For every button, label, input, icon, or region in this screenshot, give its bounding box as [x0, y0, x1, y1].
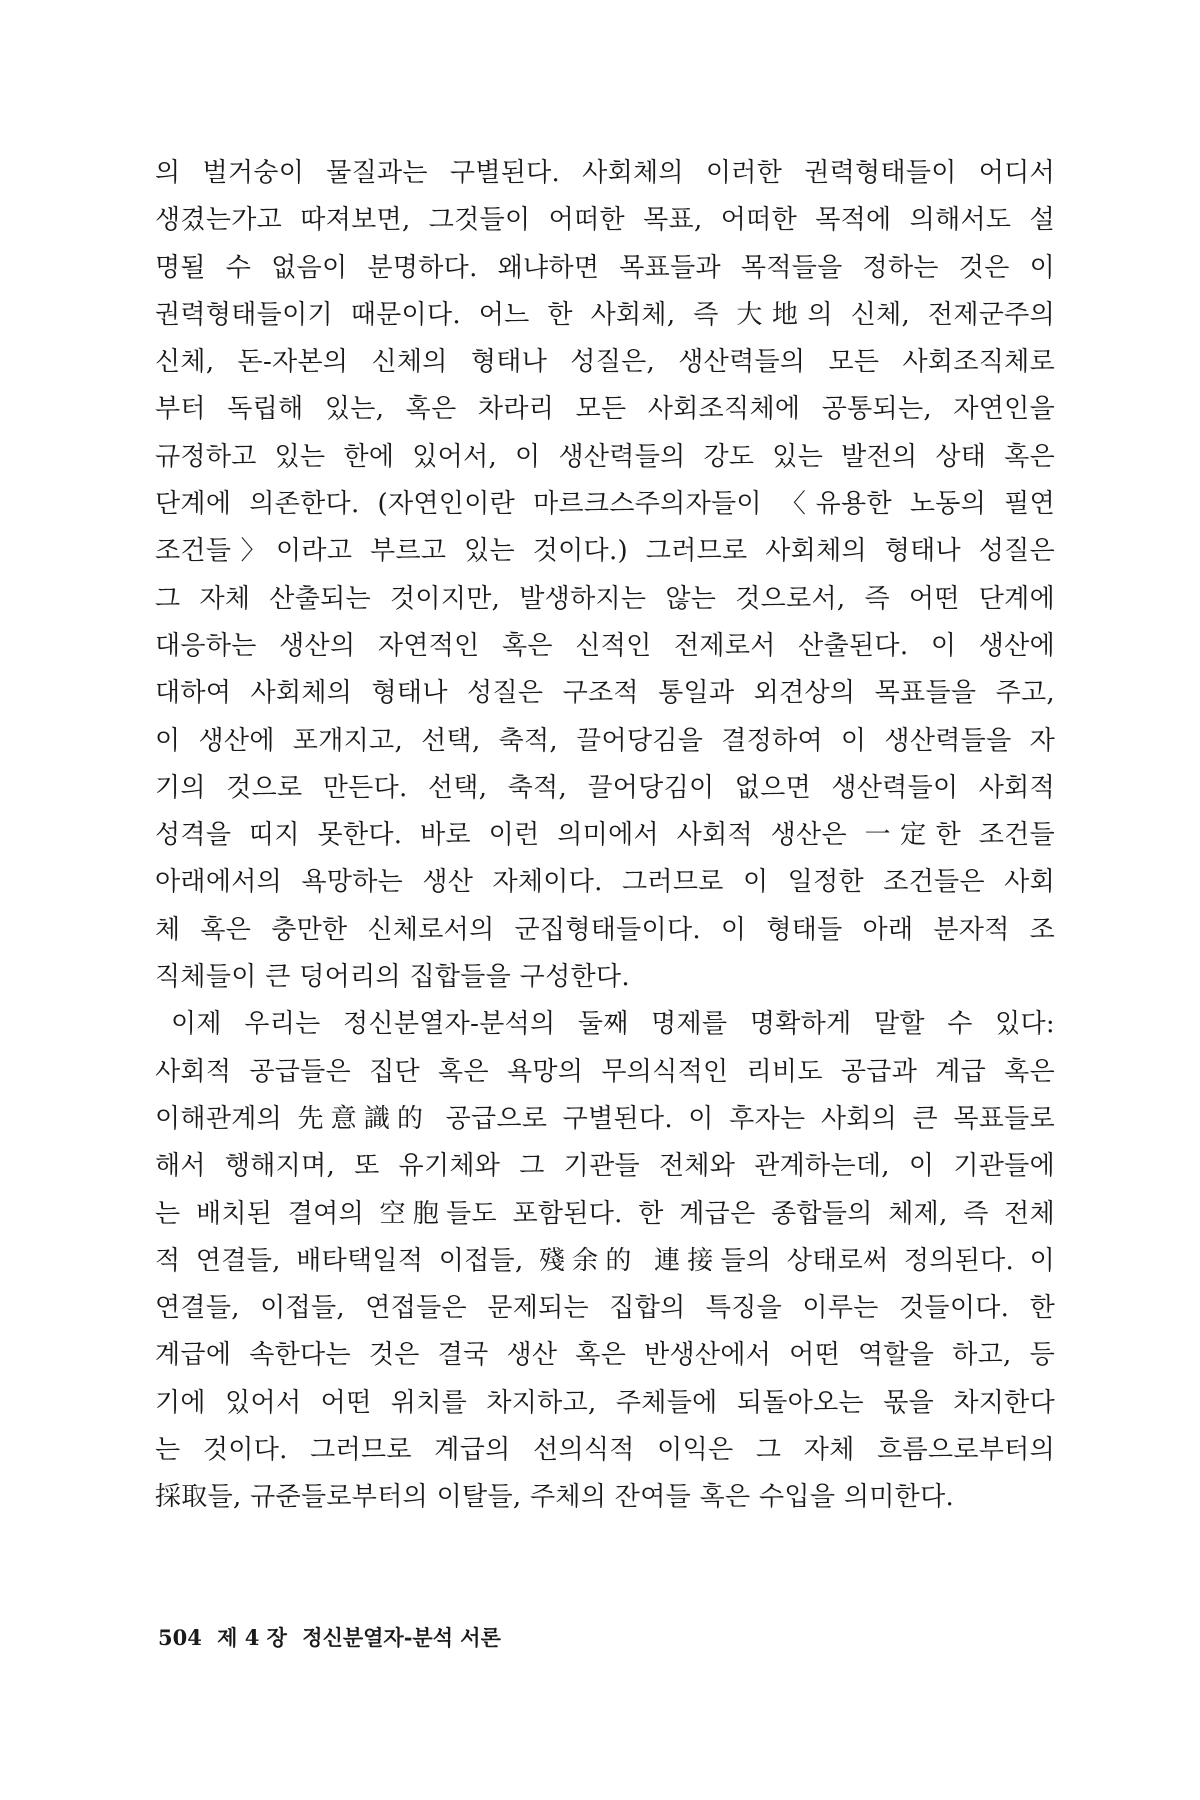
- text-line: 는 것이다. 그러므로 계급의 선의식적 이익은 그 자체 흐름으로부터의: [155, 1435, 1055, 1466]
- text-line: 성격을 띠지 못한다. 바로 이런 의미에서 사회적 생산은 一定한 조건들: [155, 820, 1055, 851]
- text-line: 대응하는 생산의 자연적인 혹은 신적인 전제로서 산출된다. 이 생산에: [155, 630, 1055, 661]
- page-footer: [158, 1622, 501, 1652]
- text-line: 명될 수 없음이 분명하다. 왜냐하면 목표들과 목적들을 정하는 것은 이: [155, 252, 1055, 283]
- text-line: 직체들이 큰 덩어리의 집합들을 구성한다.: [155, 962, 630, 993]
- text-line: 採取들, 규준들로부터의 이탈들, 주체의 잔여들 혹은 수입을 의미한다.: [155, 1482, 955, 1513]
- text-line: 기에 있어서 어떤 위치를 차지하고, 주체들에 되돌아오는 몫을 차지한다: [155, 1387, 1055, 1418]
- text-line: 단계에 의존한다. (자연인이란 마르크스주의자들이 〈유용한 노동의 필연: [155, 489, 1055, 520]
- text-line: 권력형태들이기 때문이다. 어느 한 사회체, 즉 大地의 신체, 전제군주의: [155, 299, 1055, 330]
- text-line: 이제 우리는 정신분열자-분석의 둘째 명제를 명확하게 말할 수 있다:: [171, 1009, 1055, 1040]
- text-line: 연결들, 이접들, 연접들은 문제되는 집합의 특징을 이루는 것들이다. 한: [155, 1293, 1055, 1324]
- chapter-label: 제 4 장: [217, 1625, 287, 1650]
- text-line: 적 연결들, 배타택일적 이접들, 殘余的 連接들의 상태로써 정의된다. 이: [155, 1245, 1055, 1276]
- text-line: 조건들〉이라고 부르고 있는 것이다.) 그러므로 사회체의 형태나 성질은: [155, 536, 1055, 567]
- text-line: 생겼는가고 따져보면, 그것들이 어떠한 목표, 어떠한 목적에 의해서도 설: [155, 205, 1055, 236]
- text-line: 이해관계의 先意識的 공급으로 구별된다. 이 후자는 사회의 큰 목표들로: [155, 1103, 1055, 1134]
- text-line: 이 생산에 포개지고, 선택, 축적, 끌어당김을 결정하여 이 생산력들을 자: [155, 725, 1055, 756]
- text-line: 는 배치된 결여의 空胞들도 포함된다. 한 계급은 종합들의 체제, 즉 전체: [155, 1198, 1055, 1229]
- body-text: [155, 150, 1055, 1522]
- text-line: 아래에서의 욕망하는 생산 자체이다. 그러므로 이 일정한 조건들은 사회: [155, 867, 1055, 898]
- page-number: 504: [158, 1625, 202, 1650]
- text-line: 의 벌거숭이 물질과는 구별된다. 사회체의 이러한 권력형태들이 어디서: [155, 158, 1055, 188]
- paragraph: [155, 150, 1055, 1001]
- text-line: 규정하고 있는 한에 있어서, 이 생산력들의 강도 있는 발전의 상태 혹은: [155, 441, 1055, 472]
- text-line: 부터 독립해 있는, 혹은 차라리 모든 사회조직체에 공통되는, 자연인을: [155, 394, 1055, 425]
- text-line: 그 자체 산출되는 것이지만, 발생하지는 않는 것으로서, 즉 어떤 단계에: [155, 583, 1055, 614]
- chapter-title: 정신분열자-분석 서론: [302, 1625, 501, 1650]
- text-line: 기의 것으로 만든다. 선택, 축적, 끌어당김이 없으면 생산력들이 사회적: [155, 772, 1055, 803]
- text-line: 대하여 사회체의 형태나 성질은 구조적 통일과 외견상의 목표들을 주고,: [155, 678, 1055, 709]
- text-line: 사회적 공급들은 집단 혹은 욕망의 무의식적인 리비도 공급과 계급 혹은: [155, 1056, 1055, 1087]
- text-line: 계급에 속한다는 것은 결국 생산 혹은 반생산에서 어떤 역할을 하고, 등: [155, 1340, 1055, 1371]
- paragraph: [155, 1001, 1055, 1521]
- text-line: 신체, 돈-자본의 신체의 형태나 성질은, 생산력들의 모든 사회조직체로: [155, 347, 1055, 378]
- text-line: 체 혹은 충만한 신체로서의 군집형태들이다. 이 형태들 아래 분자적 조: [155, 914, 1055, 945]
- text-line: 해서 행해지며, 또 유기체와 그 기관들 전체와 관계하는데, 이 기관들에: [155, 1151, 1055, 1182]
